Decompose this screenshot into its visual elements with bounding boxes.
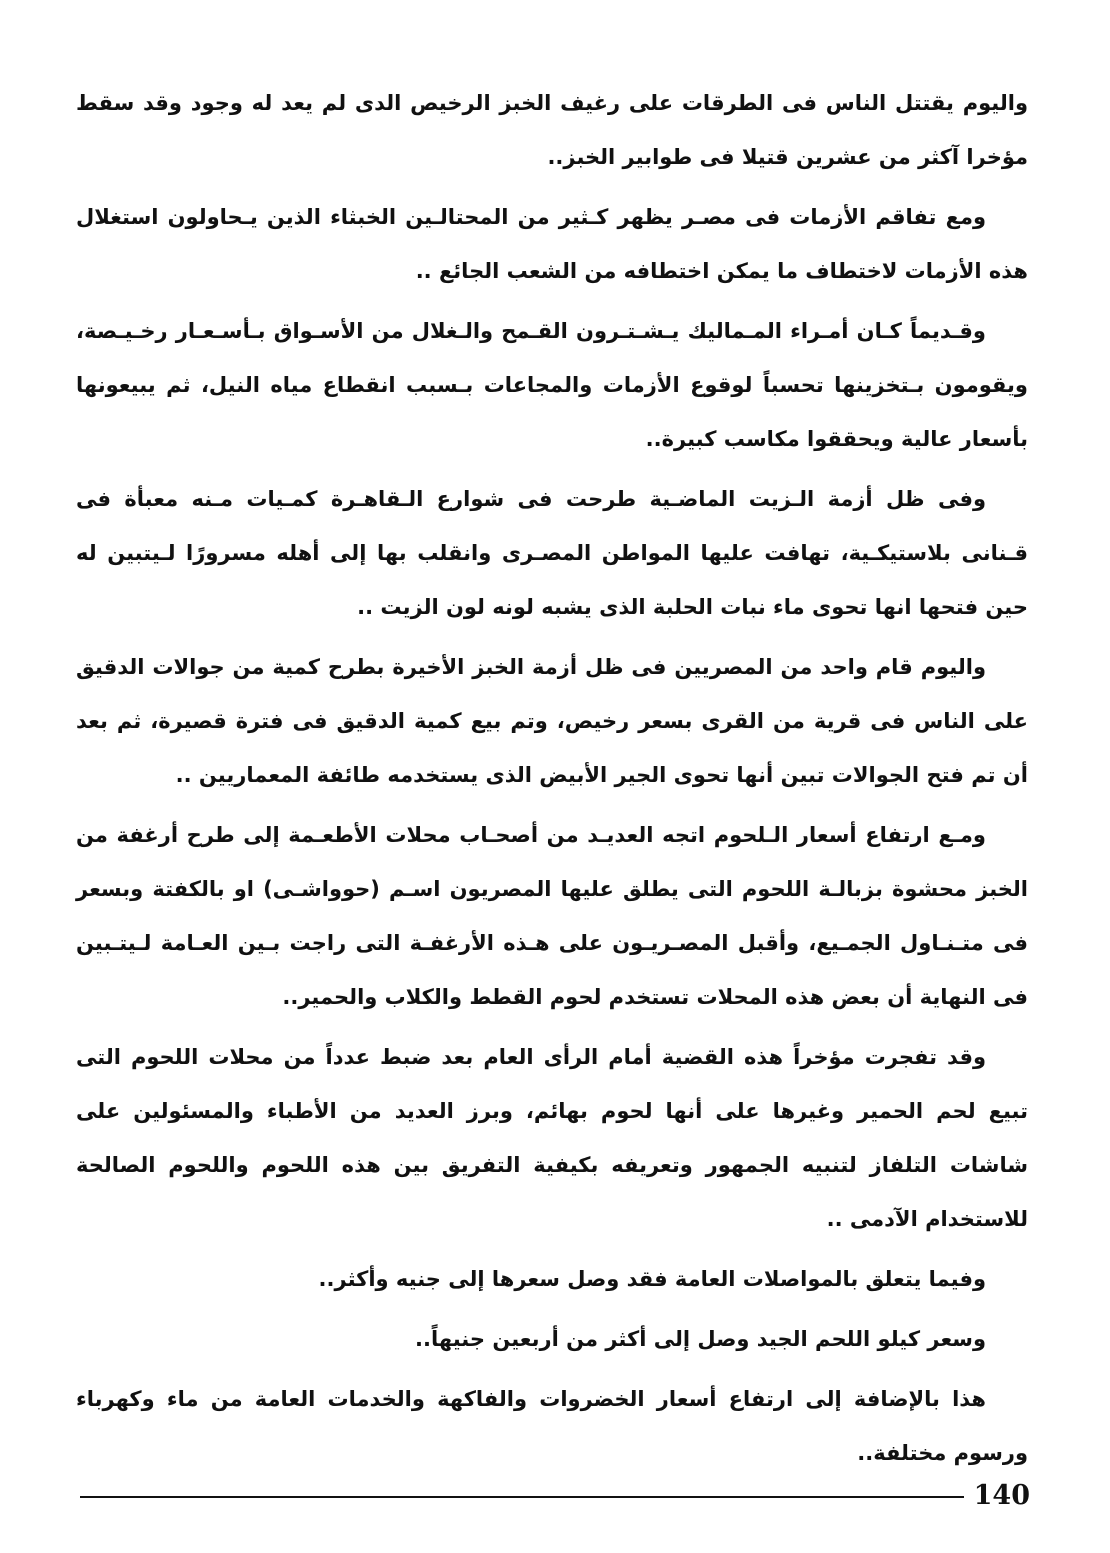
- paragraph-oil-crisis: وفى ظل أزمة الـزيت الماضـية طرحت فى شوارع الـقاهـرة كمـيات مـنه معبأة فى قـنانى بلاستيكـية، تهافت عليها المواطن المصـرى وانقلب بها إلى أهله مسرورًا لـيتبين له حين فتحها انها تحوى ماء نبات الحلبة الذى يشبه لونه لون الزيت ..: [76, 487, 1028, 619]
- paragraph-crisis-swindlers: ومع تفاقم الأزمات فى مصـر يظهر كـثير من المحتالـين الخبثاء الذين يـحاولون استغلال هذه الأزمات لاختطاف ما يمكن اختطافه من الشعب الجائع ..: [76, 205, 1028, 283]
- paragraph-flour-fraud: واليوم قام واحد من المصريين فى ظل أزمة الخبز الأخيرة بطرح كمية من جوالات الدقيق على الناس فى قرية من القرى بسعر رخيص، وتم بيع كمية الدقيق فى فترة قصيرة، ثم بعد أن تم فتح الجوالات تبين أنها تحوى الجير الأبيض الذى يستخدمه طائفة المعماريين ..: [76, 655, 1028, 787]
- paragraph-other-prices: هذا بالإضافة إلى ارتفاع أسعار الخضروات والفاكهة والخدمات العامة من ماء وكهرباء ورسوم مختلفة..: [76, 1387, 1028, 1465]
- paragraph-meat-loaves: ومـع ارتفاع أسعار الـلحوم اتجه العديـد من أصحـاب محلات الأطعـمة إلى طرح أرغفة من الخبز محشوة بزبالـة اللحوم التى يطلق عليها المصريون اسـم (حوواشـى) او بالكفتة وبسعر فى متـنـاول الجمـيع، وأقبل المصـريـون على هـذه الأرغفـة التى راجت بـين العـامة لـيتـبين فى النهاية أن بعض هذه المحلات تستخدم لحوم القطط والكلاب والحمير..: [76, 823, 1028, 1009]
- paragraph-transport-price: وفيما يتعلق بالمواصلات العامة فقد وصل سعرها إلى جنيه وأكثر..: [318, 1267, 986, 1291]
- paragraph-mamluk-hoarding: وقـديماً كـان أمـراء المـماليك يـشـتـرون القـمح والـغلال من الأسـواق بـأسـعـار رخـيـصة، ويقومون بـتخزينها تحسباً لوقوع الأزمات والمجاعات بـسبب انقطاع مياه النيل، ثم يبيعونها بأسعار عالية ويحققوا مكاسب كبيرة..: [76, 319, 1028, 451]
- paragraph-bread-violence: واليوم يقتتل الناس فى الطرقات على رغيف الخبز الرخيص الدى لم يعد له وجود وقد سقط مؤخرا آكثر من عشرين قتيلا فى طوابير الخبز..: [76, 91, 1028, 169]
- page-footer: [80, 1476, 1030, 1516]
- page-body-text: [76, 76, 1028, 1486]
- paragraph-meat-price: وسعر كيلو اللحم الجيد وصل إلى أكثر من أربعين جنيهاً..: [415, 1327, 986, 1351]
- footer-rule: [80, 1496, 964, 1498]
- paragraph-donkey-meat: وقد تفجرت مؤخراً هذه القضية أمام الرأى العام بعد ضبط عدداً من محلات اللحوم التى تبيع لحم الحمير وغيرها على أنها لحوم بهائم، وبرز العديد من الأطباء والمسئولين على شاشات التلفاز لتنبيه الجمهور وتعريفه بكيفية التفريق بين هذه اللحوم واللحوم الصالحة للاستخدام الآدمى ..: [76, 1045, 1028, 1231]
- page-number: 140: [973, 1480, 1030, 1511]
